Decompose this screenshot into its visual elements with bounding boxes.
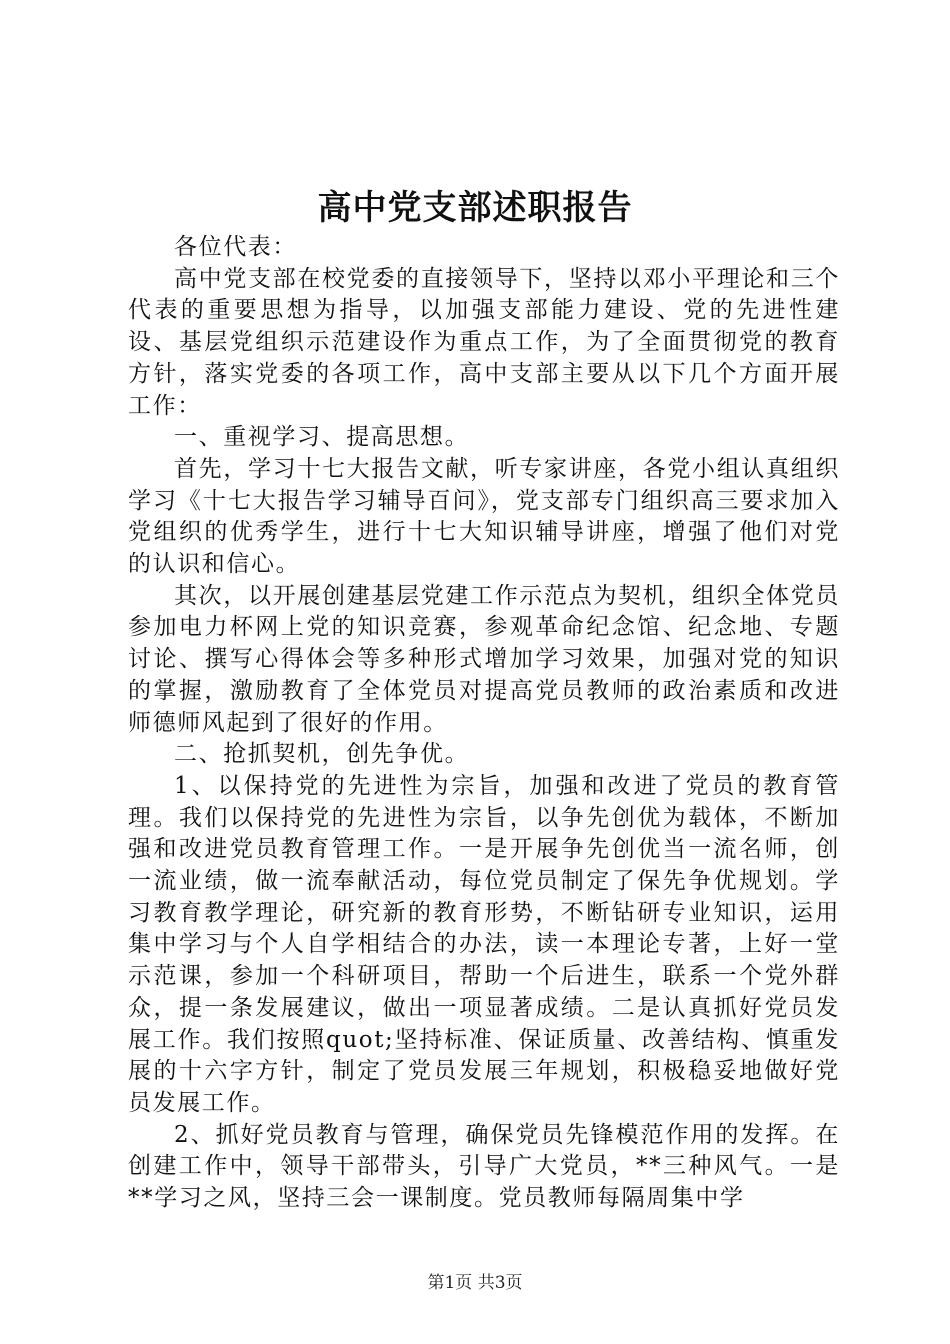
document-body xyxy=(128,232,840,1215)
salutation: 各位代表： xyxy=(174,234,297,260)
paragraph-first: 首先，学习十七大报告文献，听专家讲座，各党小组认真组织学习《十七大报告学习辅导百问》，党支部专门组织高三要求加入党组织的优秀学生，进行十七大知识辅导讲座，增强了他们对党的认识和信心。 xyxy=(128,455,840,578)
page-footer: 第1页 共3页 xyxy=(427,1273,523,1293)
section-heading-1: 一、重视学习、提高思想。 xyxy=(174,424,470,451)
document-title: 高中党支部述职报告 xyxy=(317,188,633,228)
paragraph-second: 其次，以开展创建基层党建工作示范点为契机，组织全体党员参加电力杯网上党的知识竞赛，参观革命纪念馆、纪念地、专题讨论、撰写心得体会等多种形式增加学习效果，加强对党的知识的掌握，激励教育了全体党员对提高党员教师的政治素质和改进师德师风起到了很好的作用。 xyxy=(128,582,840,736)
paragraph-intro: 高中党支部在校党委的直接领导下，坚持以邓小平理论和三个代表的重要思想为指导，以加强支部能力建设、党的先进性建设、基层党组织示范建设作为重点工作，为了全面贯彻党的教育方针，落实党委的各项工作，高中支部主要从以下几个方面开展工作： xyxy=(128,265,840,419)
paragraph-item-1: 1、以保持党的先进性为宗旨，加强和改进了党员的教育管理。我们以保持党的先进性为宗旨，以争先创优为载体，不断加强和改进党员教育管理工作。一是开展争先创优当一流名师，创一流业绩，做一流奉献活动，每位党员制定了保先争优规划。学习教育教学理论，研究新的教育形势，不断钻研专业知识，运用集中学习与个人自学相结合的办法，读一本理论专著，上好一堂示范课，参加一个科研项目，帮助一个后进生，联系一个党外群众，提一条发展建议，做出一项显著成绩。二是认真抓好党员发展工作。我们按照quot;坚持标准、保证质量、改善结构、慎重发展的十六字方针，制定了党员发展三年规划，积极稳妥地做好党员发展工作。 xyxy=(128,772,840,1116)
paragraph-item-2: 2、抓好党员教育与管理，确保党员先锋模范作用的发挥。在创建工作中，领导干部带头，引导广大党员，**三种风气。一是**学习之风，坚持三会一课制度。党员教师每隔周集中学 xyxy=(128,1121,840,1212)
section-heading-2: 二、抢抓契机，创先争优。 xyxy=(174,741,470,768)
